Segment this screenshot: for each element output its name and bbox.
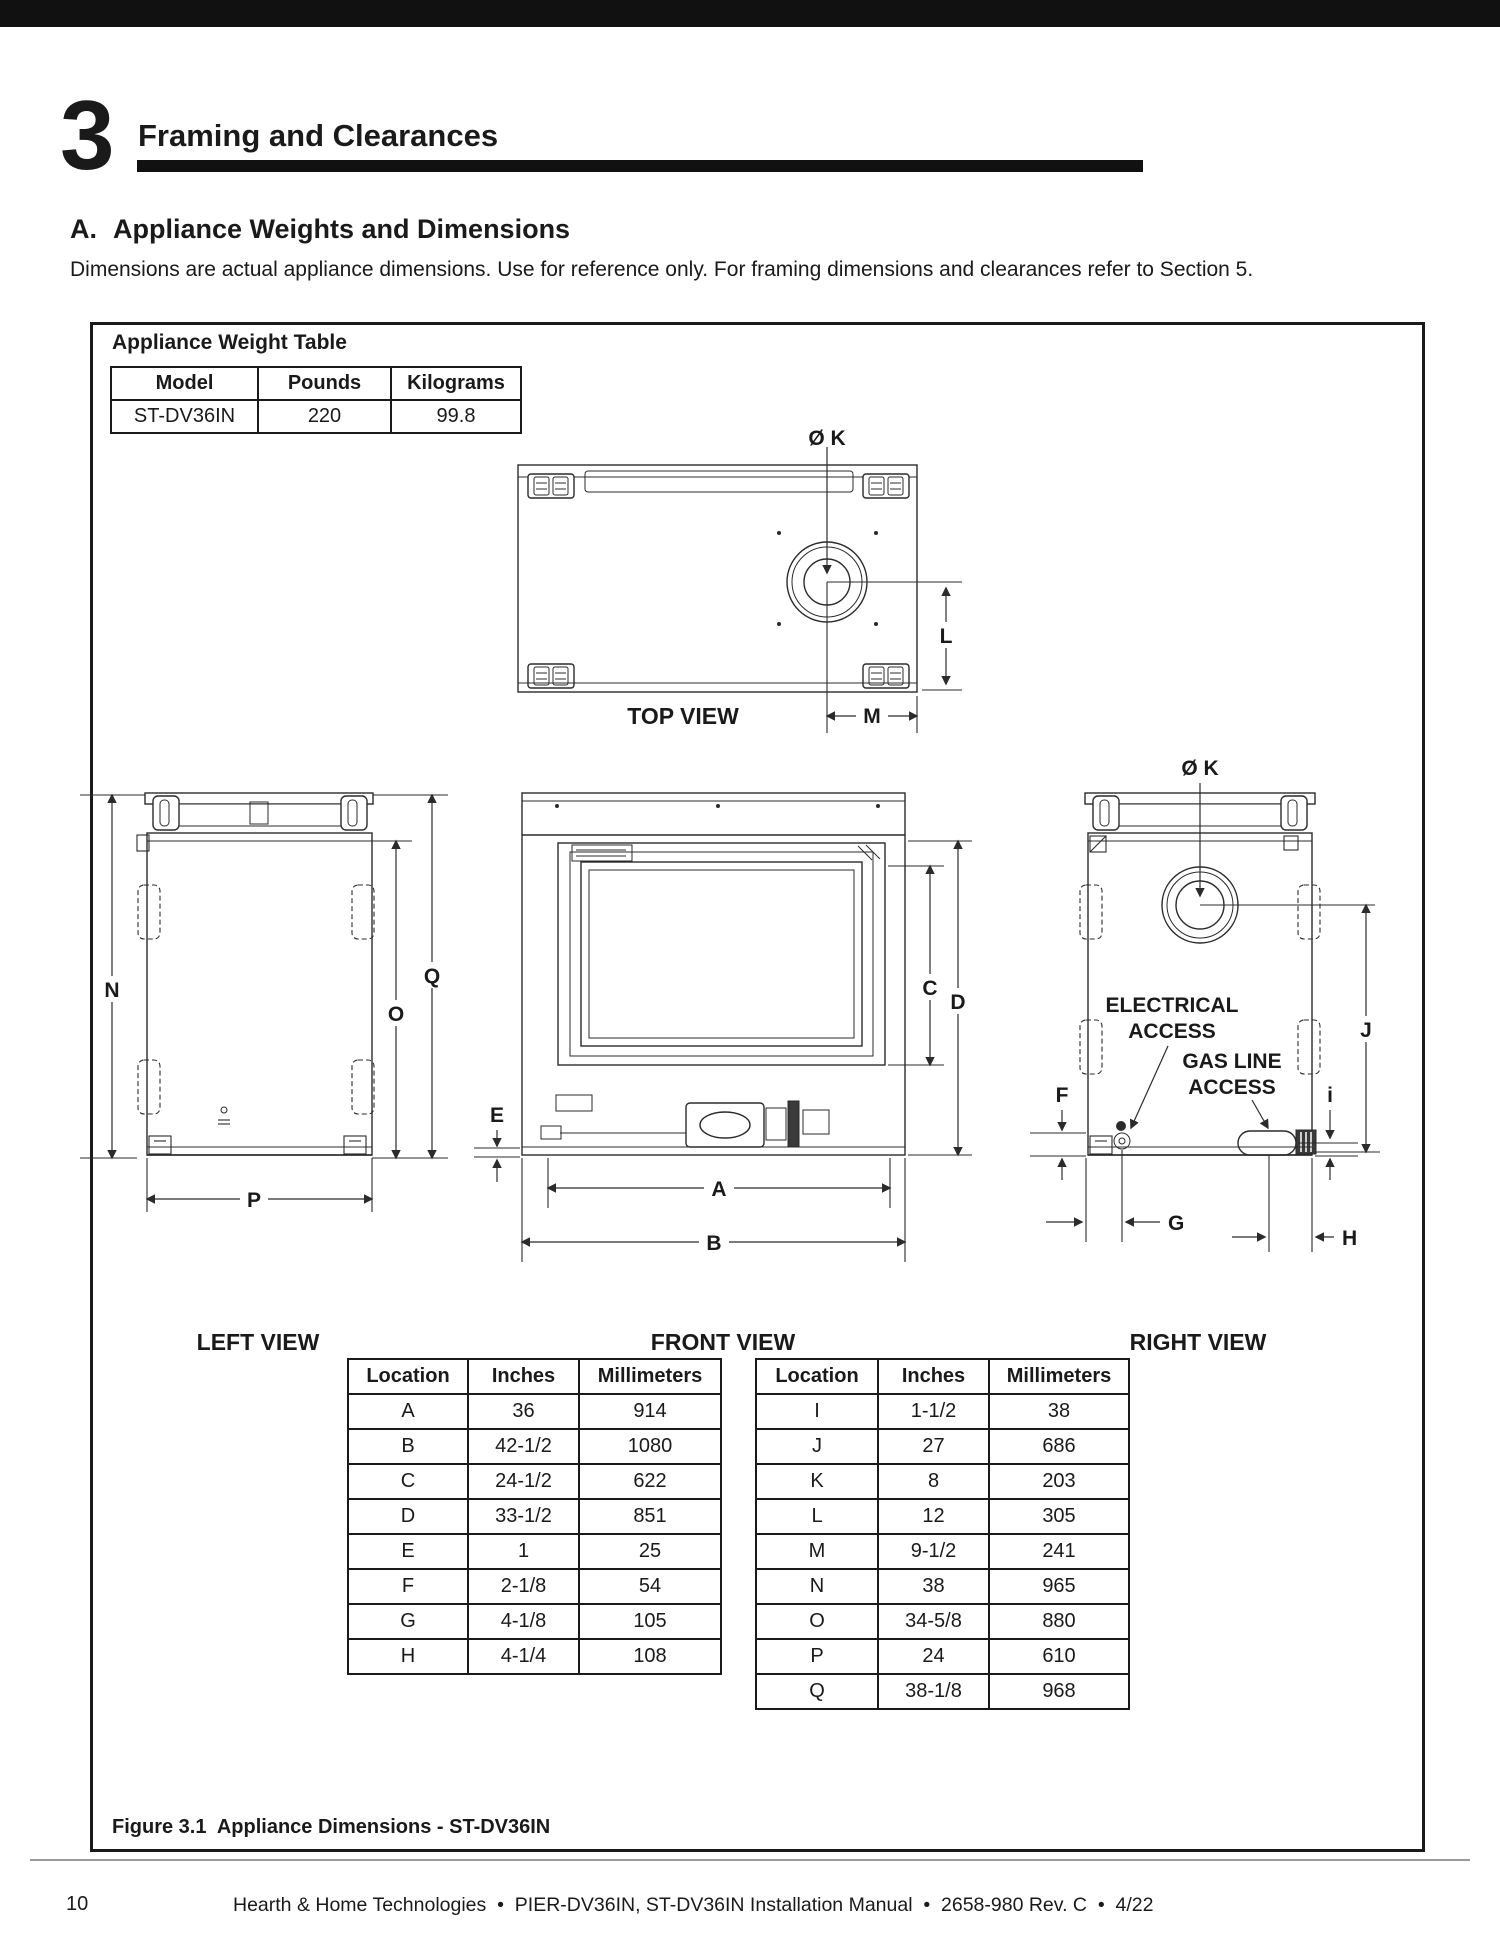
left-view-drawing xyxy=(80,793,448,1355)
column-header: Model xyxy=(111,367,258,400)
table-cell: 108 xyxy=(579,1639,721,1674)
table-row xyxy=(348,1604,721,1639)
dim-label-o: O xyxy=(387,1003,405,1026)
table-cell: I xyxy=(756,1394,878,1429)
electrical-access-label: ACCESS xyxy=(1128,1020,1216,1043)
dim-label-m: M xyxy=(863,705,881,728)
table-row xyxy=(348,1569,721,1604)
table-cell: N xyxy=(756,1569,878,1604)
table-cell: E xyxy=(348,1534,468,1569)
table-row xyxy=(756,1394,1129,1429)
table-cell: 4-1/8 xyxy=(468,1604,579,1639)
table-row xyxy=(756,1429,1129,1464)
weight-table-title: Appliance Weight Table xyxy=(112,331,347,354)
table-cell: L xyxy=(756,1499,878,1534)
left-view-label: LEFT VIEW xyxy=(196,1329,320,1355)
table-row xyxy=(756,1639,1129,1674)
table-cell: G xyxy=(348,1604,468,1639)
table-cell: 9-1/2 xyxy=(878,1534,989,1569)
table-cell: 54 xyxy=(579,1569,721,1604)
table-cell: 880 xyxy=(989,1604,1129,1639)
dim-label-e: E xyxy=(489,1104,505,1127)
right-view-label: RIGHT VIEW xyxy=(1129,1329,1267,1355)
column-header: Location xyxy=(756,1359,878,1394)
table-cell: 4-1/4 xyxy=(468,1639,579,1674)
footer-divider xyxy=(30,1859,1470,1861)
table-cell: 968 xyxy=(989,1674,1129,1709)
table-cell: 8 xyxy=(878,1464,989,1499)
right-view-drawing xyxy=(1030,757,1380,1355)
table-row xyxy=(756,1534,1129,1569)
table-row xyxy=(348,1639,721,1674)
table-cell: 25 xyxy=(579,1534,721,1569)
table-header-row xyxy=(348,1359,721,1394)
column-header: Inches xyxy=(468,1359,579,1394)
table-cell: 12 xyxy=(878,1499,989,1534)
dim-label-f: F xyxy=(1055,1084,1069,1107)
table-cell: 99.8 xyxy=(391,400,521,433)
table-row xyxy=(348,1499,721,1534)
dim-label-a: A xyxy=(711,1178,727,1201)
dim-label-g: G xyxy=(1168,1212,1185,1235)
table-cell: K xyxy=(756,1464,878,1499)
front-view-label: FRONT VIEW xyxy=(650,1329,796,1355)
table-row xyxy=(756,1499,1129,1534)
column-header: Inches xyxy=(878,1359,989,1394)
table-cell: O xyxy=(756,1604,878,1639)
dim-label-k-right: Ø K xyxy=(1181,757,1219,780)
column-header: Kilograms xyxy=(391,367,521,400)
dim-label-l: L xyxy=(939,625,953,648)
dim-label-q: Q xyxy=(423,965,441,988)
table-row xyxy=(756,1569,1129,1604)
top-view-drawing xyxy=(518,427,962,733)
table-cell: D xyxy=(348,1499,468,1534)
chapter-title: Framing and Clearances xyxy=(138,118,499,153)
table-cell: 33-1/2 xyxy=(468,1499,579,1534)
table-cell: 27 xyxy=(878,1429,989,1464)
table-cell: 34-5/8 xyxy=(878,1604,989,1639)
table-row xyxy=(348,1534,721,1569)
column-header: Location xyxy=(348,1359,468,1394)
dim-label-c: C xyxy=(922,977,938,1000)
table-cell: J xyxy=(756,1429,878,1464)
dim-label-n: N xyxy=(104,979,120,1002)
table-cell: H xyxy=(348,1639,468,1674)
electrical-access-label: ELECTRICAL xyxy=(1105,994,1239,1017)
table-cell: 105 xyxy=(579,1604,721,1639)
column-header: Millimeters xyxy=(989,1359,1129,1394)
column-header: Millimeters xyxy=(579,1359,721,1394)
table-cell: 914 xyxy=(579,1394,721,1429)
table-row xyxy=(348,1429,721,1464)
table-cell: 686 xyxy=(989,1429,1129,1464)
table-cell: 24-1/2 xyxy=(468,1464,579,1499)
dim-label-i: i xyxy=(1327,1084,1333,1107)
table-cell: 38-1/8 xyxy=(878,1674,989,1709)
table-cell: B xyxy=(348,1429,468,1464)
dim-label-d: D xyxy=(950,991,966,1014)
table-cell: 42-1/2 xyxy=(468,1429,579,1464)
intro-paragraph: Dimensions are actual appliance dimensions. Use for reference only. For framing dimensions and clearances refer to Section 5. xyxy=(70,258,1254,281)
chapter-number: 3 xyxy=(60,80,112,190)
table-cell: 36 xyxy=(468,1394,579,1429)
table-cell: M xyxy=(756,1534,878,1569)
table-row xyxy=(348,1464,721,1499)
table-cell: 851 xyxy=(579,1499,721,1534)
dimension-table-i-q xyxy=(755,1358,1130,1710)
table-cell: 965 xyxy=(989,1569,1129,1604)
table-cell: Q xyxy=(756,1674,878,1709)
dim-label-h: H xyxy=(1342,1227,1358,1250)
table-row xyxy=(348,1394,721,1429)
table-cell: 241 xyxy=(989,1534,1129,1569)
table-row xyxy=(756,1604,1129,1639)
table-cell: 1080 xyxy=(579,1429,721,1464)
top-view-label: TOP VIEW xyxy=(627,703,739,729)
dim-label-p: P xyxy=(246,1189,262,1212)
dim-label-k-top: Ø K xyxy=(808,427,846,450)
dim-label-b: B xyxy=(706,1232,722,1255)
table-cell: 1 xyxy=(468,1534,579,1569)
section-letter: A. xyxy=(70,214,97,244)
dimension-table-a-h xyxy=(347,1358,722,1675)
column-header: Pounds xyxy=(258,367,391,400)
section-heading-text: Appliance Weights and Dimensions xyxy=(113,214,571,244)
table-row xyxy=(756,1464,1129,1499)
table-cell: 203 xyxy=(989,1464,1129,1499)
table-cell: F xyxy=(348,1569,468,1604)
gas-line-access-label: ACCESS xyxy=(1188,1076,1276,1099)
footer-text: Hearth & Home Technologies • PIER-DV36IN, ST-DV36IN Installation Manual • 2658-980 Rev. C • 4/22 xyxy=(233,1894,1154,1916)
gas-line-access-label: GAS LINE xyxy=(1182,1050,1282,1073)
table-cell: 1-1/2 xyxy=(878,1394,989,1429)
front-view-drawing xyxy=(474,793,972,1355)
table-cell: P xyxy=(756,1639,878,1674)
table-row xyxy=(756,1674,1129,1709)
page-number: 10 xyxy=(66,1893,89,1915)
table-cell: ST-DV36IN xyxy=(111,400,258,433)
table-cell: 220 xyxy=(258,400,391,433)
table-cell: 38 xyxy=(989,1394,1129,1429)
table-header-row xyxy=(756,1359,1129,1394)
table-cell: 622 xyxy=(579,1464,721,1499)
table-cell: C xyxy=(348,1464,468,1499)
table-cell: 305 xyxy=(989,1499,1129,1534)
table-cell: 24 xyxy=(878,1639,989,1674)
dim-label-j: J xyxy=(1360,1019,1372,1042)
table-cell: 38 xyxy=(878,1569,989,1604)
figure-caption: Figure 3.1 Appliance Dimensions - ST-DV36IN xyxy=(112,1816,551,1838)
table-cell: 2-1/8 xyxy=(468,1569,579,1604)
table-cell: 610 xyxy=(989,1639,1129,1674)
table-cell: A xyxy=(348,1394,468,1429)
